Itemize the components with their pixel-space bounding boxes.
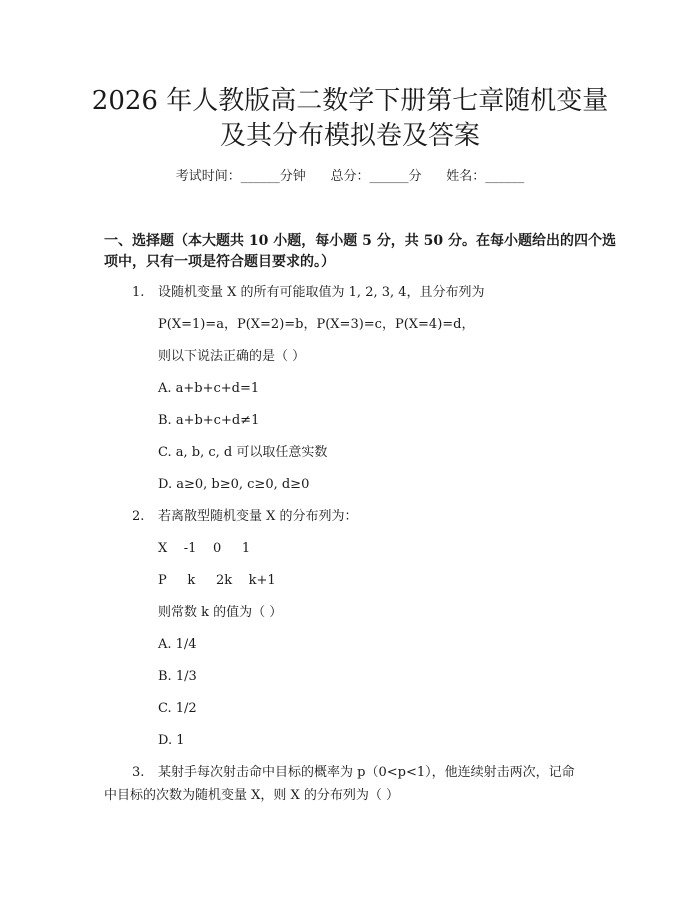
distribution-row-p: P k 2k k+1 bbox=[158, 573, 276, 588]
question-2-option-c: C. 1/2 bbox=[158, 701, 197, 716]
question-1-stem-line-2: P(X=1)=a，P(X=2)=b，P(X=3)=c，P(X=4)=d， bbox=[158, 317, 475, 332]
question-2-option-d: D. 1 bbox=[158, 733, 185, 748]
question-2-option-b: B. 1/3 bbox=[158, 669, 197, 684]
question-1-stem-line-3: 则以下说法正确的是（ ） bbox=[158, 349, 306, 364]
question-3-stem-line-2: 中目标的次数为随机变量 X，则 X 的分布列为（ ） bbox=[104, 788, 400, 803]
question-1-option-c: C. a, b, c, d 可以取任意实数 bbox=[158, 445, 328, 460]
question-2-stem-line-1: 若离散型随机变量 X 的分布列为： bbox=[158, 509, 358, 524]
section-heading-line-1: 一、选择题（本大题共 10 小题，每小题 5 分，共 50 分。在每小题给出的四个选 bbox=[104, 233, 616, 249]
document-title-line-1: 2026 年人教版高二数学下册第七章随机变量 bbox=[91, 86, 609, 116]
question-2-stem-line-4: 则常数 k 的值为（ ） bbox=[158, 605, 283, 620]
question-1-number: 1. bbox=[132, 285, 145, 300]
question-3-number: 3. bbox=[132, 765, 145, 780]
exam-info-line: 考试时间：______分钟 总分：______分 姓名：______ bbox=[175, 169, 525, 184]
question-1-option-d: D. a≥0, b≥0, c≥0, d≥0 bbox=[158, 477, 310, 492]
question-1-stem-line-1: 设随机变量 X 的所有可能取值为 1, 2, 3, 4，且分布列为 bbox=[158, 285, 485, 300]
question-2-option-a: A. 1/4 bbox=[158, 637, 197, 652]
document-title-line-2: 及其分布模拟卷及答案 bbox=[219, 121, 480, 151]
question-1-option-b: B. a+b+c+d≠1 bbox=[158, 413, 260, 428]
section-heading-line-2: 项中，只有一项是符合题目要求的。） bbox=[104, 254, 335, 270]
question-2-number: 2. bbox=[132, 509, 145, 524]
distribution-row-x: X -1 0 1 bbox=[158, 541, 251, 556]
question-3-stem-line-1: 某射手每次射击命中目标的概率为 p（0<p<1），他连续射击两次，记命 bbox=[158, 765, 575, 780]
question-1-option-a: A. a+b+c+d=1 bbox=[158, 381, 260, 396]
